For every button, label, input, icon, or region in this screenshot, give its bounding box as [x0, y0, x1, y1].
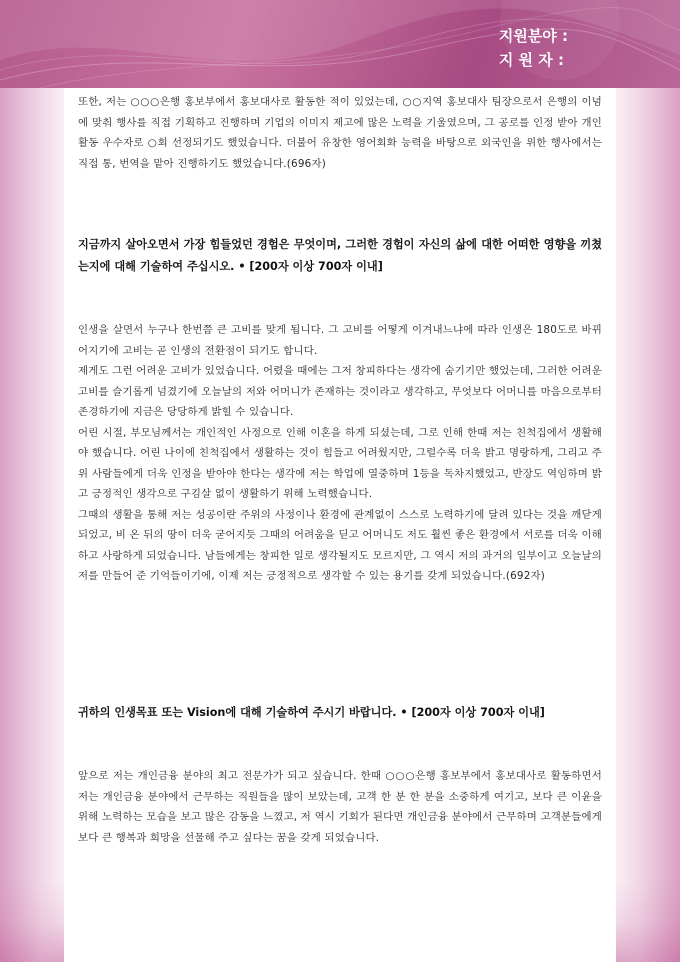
page-header: [0, 0, 680, 88]
header-decoration: [0, 0, 680, 88]
answer-1: [78, 320, 602, 587]
applicant-info: [499, 24, 568, 72]
name-label: 지 원 자 :: [498, 51, 564, 69]
question-2: 귀하의 인생목표 또는 Vision에 대해 기술하여 주시기 바랍니다. • [200자 이상 700자 이내]: [78, 706, 545, 719]
name-row: [499, 48, 568, 72]
field-label: 지원분야 :: [498, 27, 568, 45]
answer-1-paragraph-4: 그때의 생활을 통해 저는 성공이란 주위의 사정이나 환경에 관계없이 스스로 노력하기에 달려 있다는 것을 깨닫게 되었고, 비 온 뒤의 땅이 더욱 굳어지듯 그때의 어려움을 딛고 어머니도 저도 훨씬 좋은 환경에서 서로를 더욱 이해하고 사랑하게 되었습니다. 남들에게는 창피한 일로 생각될지도 모르지만, 그 역시 저의 과거의 일부이고 오늘날의 저를 만들어 준 기억들이기에, 이제 저는 긍정적으로 생각할 수 있는 용기를 갖게 되었습니다.(692자): [78, 508, 602, 582]
field-row: [499, 24, 568, 48]
intro-paragraph: [78, 92, 602, 174]
intro-text: 또한, 저는 ○○○은행 홍보부에서 홍보대사로 활동한 적이 있었는데, ○○지역 홍보대사 팀장으로서 은행의 이념에 맞춰 행사를 직접 기획하고 진행하며 기업의 이미지 제고에 많은 노력을 기울였으며, 그 공로를 인정 받아 개인활동 우수자로 ○회 선정되기도 했었습니다. 더불어 유창한 영어회화 능력을 바탕으로 외국인을 위한 행사에서는 직접 통, 번역을 맡아 진행하기도 했었습니다.(696자): [78, 96, 602, 170]
answer-2-text: 앞으로 저는 개인금융 분야의 최고 전문가가 되고 싶습니다. 한때 ○○○은행 홍보부에서 홍보대사로 활동하면서 저는 개인금융 분야에서 근무하는 직원들을 많이 보았는데, 고객 한 분 한 분을 소중하게 여기고, 보다 큰 이윤을 위해 노력하는 모습을 보고 많은 감동을 느꼈고, 저 역시 기회가 된다면 개인금융 분야에서 근무하며 고객분들에게 보다 큰 행복과 희망을 선물해 주고 싶다는 꿈을 갖게 되었습니다.: [78, 770, 602, 844]
answer-1-paragraph-1: 인생을 살면서 누구나 한번쯤 큰 고비를 맞게 됩니다. 그 고비를 어떻게 이겨내느냐에 따라 인생은 180도로 바뀌어지기에 고비는 곧 인생의 전환점이 되기도 합니다.: [78, 324, 602, 357]
answer-2: [78, 766, 602, 848]
answer-1-paragraph-3: 어린 시절, 부모님께서는 개인적인 사정으로 인해 이혼을 하게 되셨는데, 그로 인해 한때 저는 친척집에서 생활해야 했습니다. 어린 나이에 친척집에서 생활하는 것이 힘들고 어려웠지만, 그럴수록 더욱 밝고 명랑하게, 그리고 주위 사람들에게 더욱 인정을 받아야 한다는 생각에 저는 학업에 열중하며 1등을 독차지했었고, 반장도 역임하며 밝고 긍정적인 생각으로 구김살 없이 생활하기 위해 노력했습니다.: [78, 426, 602, 500]
question-1: 지금까지 살아오면서 가장 힘들었던 경험은 무엇이며, 그러한 경험이 자신의 삶에 대한 어떠한 영향을 끼쳤는지에 대해 기술하여 주십시오. • [200자 이상 700자 이내]: [78, 238, 602, 273]
answer-1-paragraph-2: 제게도 그런 어려운 고비가 있었습니다. 어렸을 때에는 그저 창피하다는 생각에 숨기기만 했었는데, 그러한 어려운 고비를 슬기롭게 넘겼기에 오늘날의 저와 어머니가 존재하는 것이라고 생각하고, 무엇보다 어머니를 마음으로부터 존경하기에 지금은 당당하게 밝힐 수 있습니다.: [78, 365, 602, 418]
